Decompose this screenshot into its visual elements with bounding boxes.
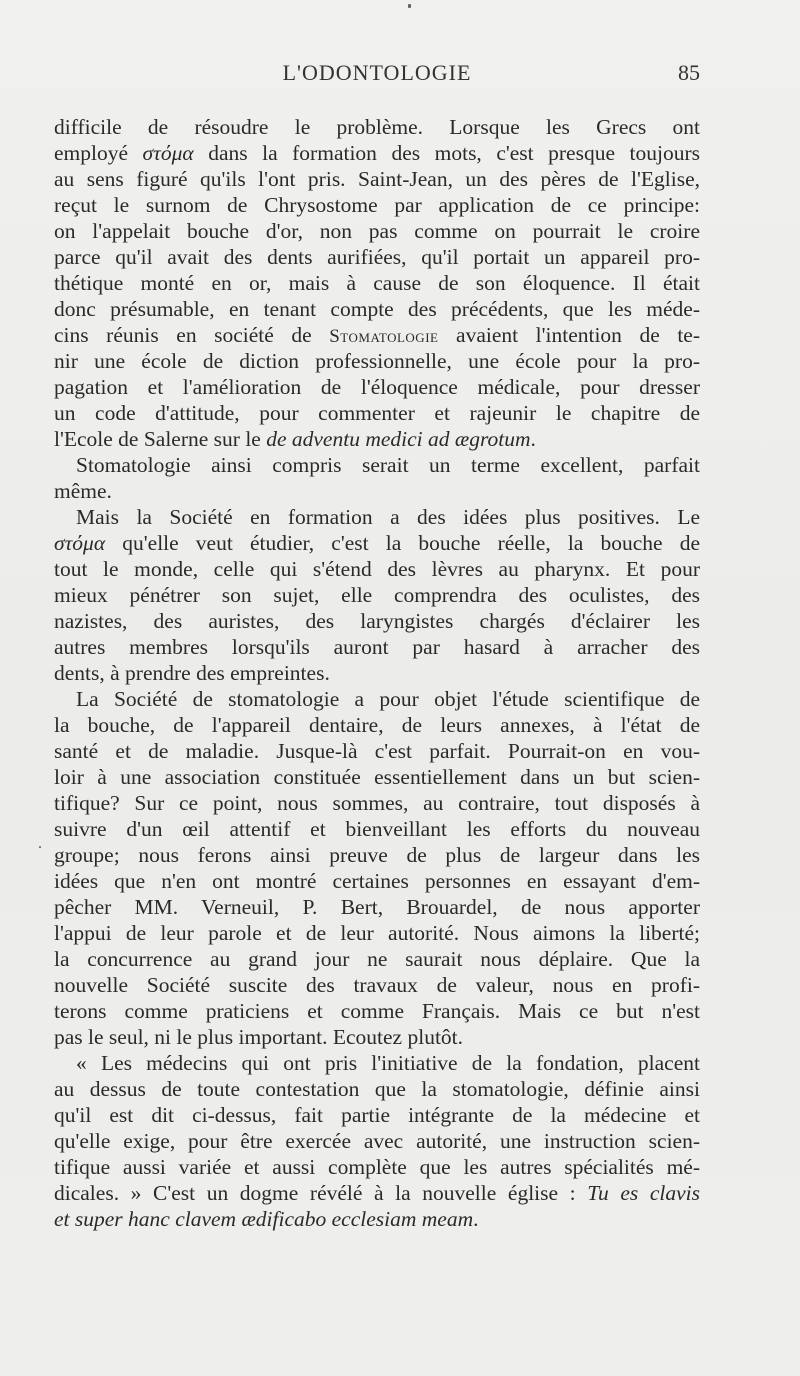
text-line: même. xyxy=(54,479,112,503)
text-line: l'appui de leur parole et de leur autorité. Nous aimons la liberté; xyxy=(54,921,700,945)
text-line: suivre d'un œil attentif et bienveillant les efforts du nouveau xyxy=(54,817,700,841)
text-line: « Les médecins qui ont pris l'initiative de la fondation, placent xyxy=(76,1051,700,1075)
text-line: donc présumable, en tenant compte des précédents, que les méde- xyxy=(54,297,700,321)
scan-speck xyxy=(408,4,411,8)
text-line: Mais la Société en formation a des idées plus positives. Le xyxy=(76,505,700,529)
text-line: parce qu'il avait des dents aurifiées, qu'il portait un appareil pro- xyxy=(54,245,700,269)
text-line: terons comme praticiens et comme Français. Mais ce but n'est xyxy=(54,999,700,1023)
text-line: cins réunis en société de Stomatologie avaient l'intention de te- xyxy=(54,323,700,347)
text-line: un code d'attitude, pour commenter et rajeunir le chapitre de xyxy=(54,401,700,425)
small-caps-word: Stomatologie xyxy=(329,326,439,347)
text-line: pêcher MM. Verneuil, P. Bert, Brouardel, de nous apporter xyxy=(54,895,700,919)
text-line: dicales. » C'est un dogme révélé à la nouvelle église : Tu es clavis xyxy=(54,1181,700,1205)
text-line: la bouche, de l'appareil dentaire, de leurs annexes, à l'état de xyxy=(54,713,700,737)
text-line: tifique aussi variée et aussi complète que les autres spécialités mé- xyxy=(54,1155,700,1179)
text-line: pagation et l'amélioration de l'éloquence médicale, pour dresser xyxy=(54,375,700,399)
text-line: Stomatologie ainsi compris serait un terme excellent, parfait xyxy=(76,453,700,477)
text-line: στόμα qu'elle veut étudier, c'est la bouche réelle, la bouche de xyxy=(54,531,700,555)
page-header xyxy=(54,60,700,92)
text-line: qu'elle exige, pour être exercée avec autorité, une instruction scien- xyxy=(54,1129,700,1153)
text-line: l'Ecole de Salerne sur le de adventu medici ad ægrotum. xyxy=(54,427,536,451)
text-line: on l'appelait bouche d'or, non pas comme on pourrait le croire xyxy=(54,219,700,243)
text-line: nazistes, des auristes, des laryngistes chargés d'éclairer les xyxy=(54,609,700,633)
margin-mark: . xyxy=(38,835,42,852)
latin-quote: et super hanc clavem ædificabo ecclesiam meam xyxy=(54,1207,474,1231)
text-line: santé et de maladie. Jusque-là c'est parfait. Pourrait-on en vou- xyxy=(54,739,700,763)
page-number: 85 xyxy=(678,60,700,85)
text-line: mieux pénétrer son sujet, elle comprendra des oculistes, des xyxy=(54,583,700,607)
text-line: loir à une association constituée essentiellement dans un but scien- xyxy=(54,765,700,789)
text-line: reçut le surnom de Chrysostome par application de ce principe: xyxy=(54,193,700,217)
text-line: qu'il est dit ci-dessus, fait partie intégrante de la médecine et xyxy=(54,1103,700,1127)
greek-word: στόμα xyxy=(54,531,106,555)
text-line: pas le seul, ni le plus important. Ecoutez plutôt. xyxy=(54,1025,464,1049)
text-line: La Société de stomatologie a pour objet l'étude scientifique de xyxy=(76,687,700,711)
text-line: au sens figuré qu'ils l'ont pris. Saint-Jean, un des pères de l'Eglise, xyxy=(54,167,700,191)
text-line: groupe; nous ferons ainsi preuve de plus de largeur dans les xyxy=(54,843,700,867)
text-line: dents, à prendre des empreintes. xyxy=(54,661,330,685)
text-line: difficile de résoudre le problème. Lorsque les Grecs ont xyxy=(54,115,700,139)
greek-word: στόμα xyxy=(142,141,194,165)
text-line: autres membres lorsqu'ils auront par hasard à arracher des xyxy=(54,635,700,659)
text-line: thétique monté en or, mais à cause de son éloquence. Il était xyxy=(54,271,700,295)
latin-quote: Tu es clavis xyxy=(587,1181,700,1205)
text-line: nir une école de diction professionnelle, une école pour la pro- xyxy=(54,349,700,373)
text-line: la concurrence au grand jour ne saurait nous déplaire. Que la xyxy=(54,947,700,971)
text-line: tout le monde, celle qui s'étend des lèvres au pharynx. Et pour xyxy=(54,557,700,581)
text-line: employé στόμα dans la formation des mots, c'est presque toujours xyxy=(54,141,700,165)
body-text xyxy=(54,114,700,1232)
text-line: idées que n'en ont montré certaines personnes en essayant d'em- xyxy=(54,869,700,893)
text-line: nouvelle Société suscite des travaux de valeur, nous en profi- xyxy=(54,973,700,997)
text-line: et super hanc clavem ædificabo ecclesiam meam. xyxy=(54,1207,479,1231)
text-line: au dessus de toute contestation que la stomatologie, définie ainsi xyxy=(54,1077,700,1101)
running-title: L'ODONTOLOGIE xyxy=(282,60,472,85)
text-line: tifique? Sur ce point, nous sommes, au contraire, tout disposés à xyxy=(54,791,700,815)
latin-phrase: de adventu medici ad ægrotum xyxy=(266,427,531,451)
